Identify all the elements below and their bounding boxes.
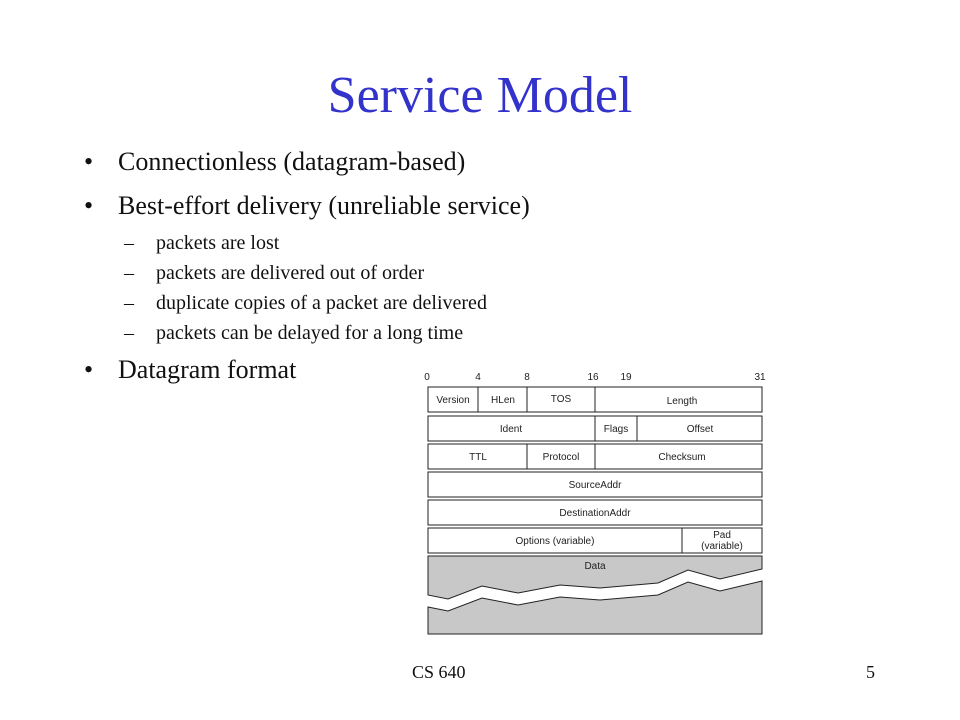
bit-label: 16 bbox=[587, 372, 599, 383]
dash-marker: – bbox=[124, 292, 134, 314]
field-data: Data bbox=[584, 561, 606, 572]
bit-label: 0 bbox=[424, 372, 430, 383]
sub-bullet-text: packets are lost bbox=[156, 232, 280, 254]
footer-course: CS 640 bbox=[412, 662, 466, 682]
sub-bullet-text: packets can be delayed for a long time bbox=[156, 322, 464, 344]
slide-number: 5 bbox=[866, 662, 875, 682]
bullet-marker: • bbox=[84, 147, 94, 176]
field-ttl: TTL bbox=[469, 452, 487, 463]
sub-bullet-item bbox=[80, 318, 720, 348]
field-source-addr: SourceAddr bbox=[568, 480, 622, 491]
bit-label: 8 bbox=[524, 372, 530, 383]
bullet-marker: • bbox=[84, 191, 94, 220]
field-checksum: Checksum bbox=[658, 452, 706, 463]
ip-datagram-diagram bbox=[420, 366, 770, 638]
field-pad: Pad bbox=[713, 530, 731, 541]
field-protocol: Protocol bbox=[542, 452, 580, 463]
header-row-3 bbox=[428, 444, 762, 469]
field-flags: Flags bbox=[603, 424, 629, 435]
bullet-text: Datagram format bbox=[118, 355, 297, 384]
bit-label: 19 bbox=[620, 372, 632, 383]
field-destination-addr: DestinationAddr bbox=[559, 508, 631, 519]
dash-marker: – bbox=[124, 232, 134, 254]
sub-bullet-item bbox=[80, 258, 720, 288]
bullet-list bbox=[80, 140, 720, 392]
sub-bullet-item bbox=[80, 228, 720, 258]
header-row-1 bbox=[428, 387, 762, 412]
field-tos: TOS bbox=[550, 394, 572, 405]
header-row-6 bbox=[428, 528, 762, 553]
bit-label: 31 bbox=[754, 372, 766, 383]
field-pad-variable: (variable) bbox=[701, 541, 743, 552]
slide-title: Service Model bbox=[327, 67, 633, 124]
bit-label: 4 bbox=[475, 372, 481, 383]
data-section bbox=[428, 556, 762, 634]
bullet-marker: • bbox=[84, 355, 94, 384]
bullet-text: Best-effort delivery (unreliable service) bbox=[118, 191, 530, 220]
bullet-text: Connectionless (datagram-based) bbox=[118, 147, 466, 176]
bullet-item bbox=[80, 140, 720, 184]
sub-bullet-text: duplicate copies of a packet are delivered bbox=[156, 292, 487, 314]
header-row-4 bbox=[428, 472, 762, 497]
dash-marker: – bbox=[124, 262, 134, 284]
dash-marker: – bbox=[124, 322, 134, 344]
header-row-5 bbox=[428, 500, 762, 525]
bullet-item bbox=[80, 184, 720, 228]
sub-bullet-item bbox=[80, 288, 720, 318]
field-offset: Offset bbox=[686, 424, 714, 435]
field-ident: Ident bbox=[499, 424, 523, 435]
field-options: Options (variable) bbox=[515, 536, 595, 547]
field-hlen: HLen bbox=[491, 395, 515, 406]
field-version: Version bbox=[436, 395, 470, 406]
header-row-2 bbox=[428, 416, 762, 441]
field-length: Length bbox=[666, 396, 698, 407]
sub-bullet-text: packets are delivered out of order bbox=[156, 262, 425, 284]
